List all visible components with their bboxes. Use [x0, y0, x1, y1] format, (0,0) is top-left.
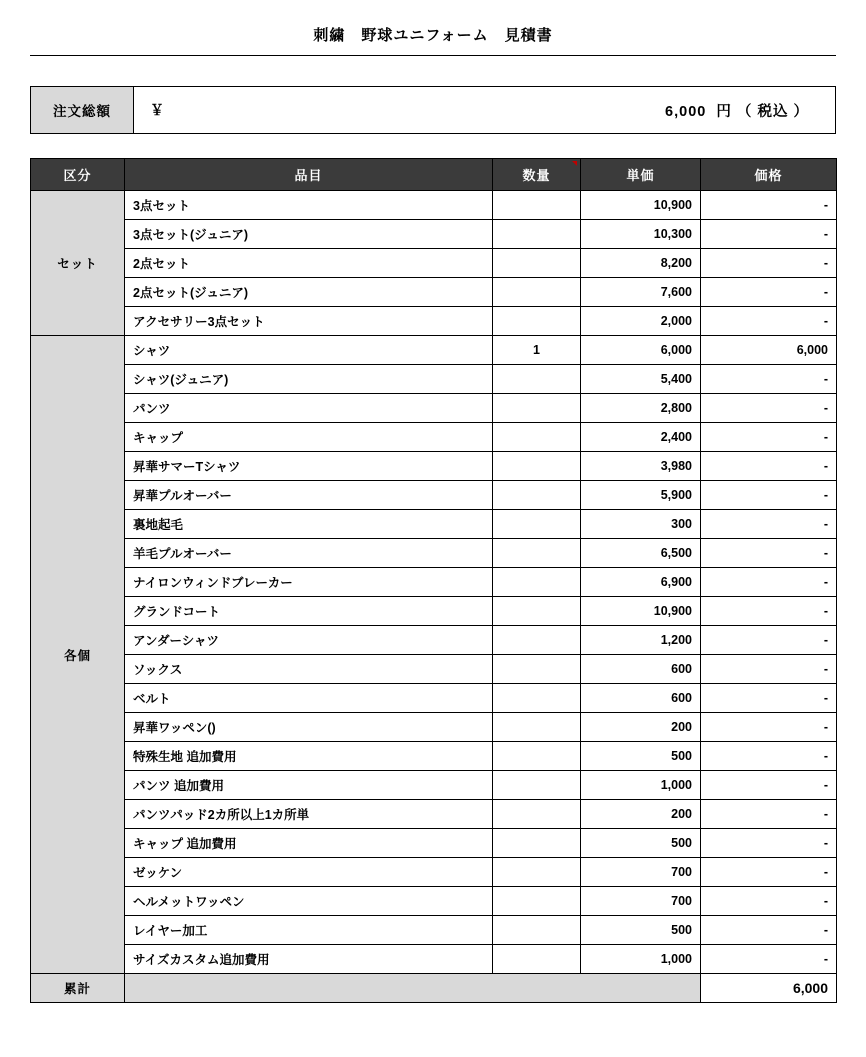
unit-price-cell: 600	[581, 655, 701, 684]
item-name-cell: 2点セット(ジュニア)	[125, 278, 493, 307]
item-name-cell: 昇華ワッペン()	[125, 713, 493, 742]
header-kubun: 区分	[31, 159, 125, 191]
table-row	[31, 887, 837, 916]
header-suryo-label: 数量	[522, 168, 551, 183]
table-row	[31, 771, 837, 800]
unit-price-cell: 6,500	[581, 539, 701, 568]
table-row	[31, 191, 837, 220]
quantity-input-cell[interactable]	[493, 278, 581, 307]
item-name-cell: シャツ(ジュニア)	[125, 365, 493, 394]
items-table	[30, 158, 837, 1003]
item-name-cell: 特殊生地 追加費用	[125, 742, 493, 771]
grand-total-spacer	[125, 974, 701, 1003]
item-name-cell: ゼッケン	[125, 858, 493, 887]
quantity-input-cell[interactable]	[493, 742, 581, 771]
item-name-cell: ソックス	[125, 655, 493, 684]
item-name-cell: 3点セット	[125, 191, 493, 220]
quantity-input-cell[interactable]	[493, 539, 581, 568]
grand-total-value: 6,000	[701, 974, 837, 1003]
quantity-input-cell[interactable]	[493, 365, 581, 394]
unit-price-cell: 10,900	[581, 191, 701, 220]
price-cell: -	[701, 597, 837, 626]
grand-total-label: 累計	[31, 974, 125, 1003]
table-row	[31, 713, 837, 742]
table-row	[31, 394, 837, 423]
unit-price-cell: 600	[581, 684, 701, 713]
grand-total-row	[31, 974, 837, 1003]
comment-marker-icon	[572, 161, 577, 166]
quantity-input-cell[interactable]	[493, 510, 581, 539]
price-cell: -	[701, 423, 837, 452]
item-name-cell: アンダーシャツ	[125, 626, 493, 655]
table-row	[31, 220, 837, 249]
order-total-value-cell	[134, 87, 836, 134]
price-cell: -	[701, 626, 837, 655]
order-total-table	[30, 86, 836, 134]
table-row	[31, 626, 837, 655]
item-name-cell: 裏地起毛	[125, 510, 493, 539]
quantity-input-cell[interactable]	[493, 191, 581, 220]
table-row	[31, 452, 837, 481]
unit-price-cell: 1,000	[581, 945, 701, 974]
items-table-head	[31, 159, 837, 191]
quantity-input-cell[interactable]	[493, 423, 581, 452]
items-section	[30, 158, 836, 1003]
price-cell: -	[701, 713, 837, 742]
price-cell: -	[701, 220, 837, 249]
quantity-input-cell[interactable]	[493, 916, 581, 945]
quantity-input-cell[interactable]: 1	[493, 336, 581, 365]
table-row	[31, 307, 837, 336]
header-tanka: 単価	[581, 159, 701, 191]
items-table-body	[31, 191, 837, 1003]
quantity-input-cell[interactable]	[493, 945, 581, 974]
price-cell: -	[701, 742, 837, 771]
unit-price-cell: 200	[581, 800, 701, 829]
price-cell: -	[701, 829, 837, 858]
quantity-input-cell[interactable]	[493, 713, 581, 742]
price-cell: -	[701, 249, 837, 278]
table-row	[31, 510, 837, 539]
table-row	[31, 539, 837, 568]
price-cell: -	[701, 655, 837, 684]
unit-price-cell: 2,000	[581, 307, 701, 336]
item-name-cell: パンツパッド2カ所以上1カ所単	[125, 800, 493, 829]
price-cell: 6,000	[701, 336, 837, 365]
price-cell: -	[701, 568, 837, 597]
unit-price-cell: 6,000	[581, 336, 701, 365]
unit-price-cell: 500	[581, 742, 701, 771]
unit-price-cell: 500	[581, 829, 701, 858]
order-total-amount	[150, 100, 809, 121]
unit-price-cell: 1,200	[581, 626, 701, 655]
price-cell: -	[701, 916, 837, 945]
table-row	[31, 916, 837, 945]
item-name-cell: ナイロンウィンドブレーカー	[125, 568, 493, 597]
price-cell: -	[701, 800, 837, 829]
table-row	[31, 945, 837, 974]
price-cell: -	[701, 452, 837, 481]
item-name-cell: ベルト	[125, 684, 493, 713]
unit-price-cell: 700	[581, 858, 701, 887]
group-label-1: セット	[31, 191, 125, 336]
table-row	[31, 481, 837, 510]
table-row	[31, 742, 837, 771]
order-total-suffix: 円 （ 税込 ）	[716, 103, 809, 120]
table-row	[31, 655, 837, 684]
item-name-cell: 昇華サマーTシャツ	[125, 452, 493, 481]
quantity-input-cell[interactable]	[493, 829, 581, 858]
quantity-input-cell[interactable]	[493, 655, 581, 684]
unit-price-cell: 2,400	[581, 423, 701, 452]
unit-price-cell: 200	[581, 713, 701, 742]
quantity-input-cell[interactable]	[493, 800, 581, 829]
quantity-input-cell[interactable]	[493, 481, 581, 510]
quantity-input-cell[interactable]	[493, 307, 581, 336]
price-cell: -	[701, 684, 837, 713]
quantity-input-cell[interactable]	[493, 887, 581, 916]
item-name-cell: シャツ	[125, 336, 493, 365]
items-header-row	[31, 159, 837, 191]
unit-price-cell: 5,400	[581, 365, 701, 394]
quantity-input-cell[interactable]	[493, 626, 581, 655]
order-total-row	[31, 87, 836, 134]
unit-price-cell: 700	[581, 887, 701, 916]
item-name-cell: 昇華プルオーバー	[125, 481, 493, 510]
item-name-cell: ヘルメットワッペン	[125, 887, 493, 916]
group-label-2: 各個	[31, 336, 125, 974]
quantity-input-cell[interactable]	[493, 597, 581, 626]
item-name-cell: サイズカスタム追加費用	[125, 945, 493, 974]
price-cell: -	[701, 307, 837, 336]
price-cell: -	[701, 481, 837, 510]
quantity-input-cell[interactable]	[493, 568, 581, 597]
table-row	[31, 336, 837, 365]
quantity-input-cell[interactable]	[493, 394, 581, 423]
table-row	[31, 568, 837, 597]
order-total-number: 6,000	[665, 103, 707, 120]
page-title: 刺繍 野球ユニフォーム 見積書	[313, 27, 553, 44]
header-hinmoku: 品目	[125, 159, 493, 191]
item-name-cell: 3点セット(ジュニア)	[125, 220, 493, 249]
unit-price-cell: 3,980	[581, 452, 701, 481]
unit-price-cell: 2,800	[581, 394, 701, 423]
table-row	[31, 365, 837, 394]
quantity-input-cell[interactable]	[493, 771, 581, 800]
item-name-cell: アクセサリー3点セット	[125, 307, 493, 336]
price-cell: -	[701, 510, 837, 539]
quantity-input-cell[interactable]	[493, 684, 581, 713]
price-cell: -	[701, 887, 837, 916]
item-name-cell: グランドコート	[125, 597, 493, 626]
item-name-cell: レイヤー加工	[125, 916, 493, 945]
item-name-cell: キャップ	[125, 423, 493, 452]
currency-symbol: ￥	[150, 102, 164, 118]
table-row	[31, 597, 837, 626]
table-row	[31, 858, 837, 887]
price-cell: -	[701, 394, 837, 423]
item-name-cell: パンツ	[125, 394, 493, 423]
unit-price-cell: 5,900	[581, 481, 701, 510]
unit-price-cell: 8,200	[581, 249, 701, 278]
header-kakaku: 価格	[701, 159, 837, 191]
quantity-input-cell[interactable]	[493, 220, 581, 249]
unit-price-cell: 300	[581, 510, 701, 539]
table-row	[31, 684, 837, 713]
item-name-cell: キャップ 追加費用	[125, 829, 493, 858]
quantity-input-cell[interactable]	[493, 249, 581, 278]
price-cell: -	[701, 945, 837, 974]
table-row	[31, 829, 837, 858]
item-name-cell: 羊毛プルオーバー	[125, 539, 493, 568]
price-cell: -	[701, 858, 837, 887]
item-name-cell: パンツ 追加費用	[125, 771, 493, 800]
price-cell: -	[701, 278, 837, 307]
table-row	[31, 249, 837, 278]
header-suryo	[493, 159, 581, 191]
title-divider	[30, 55, 836, 56]
price-cell: -	[701, 191, 837, 220]
table-row	[31, 278, 837, 307]
unit-price-cell: 7,600	[581, 278, 701, 307]
unit-price-cell: 10,900	[581, 597, 701, 626]
price-cell: -	[701, 771, 837, 800]
unit-price-cell: 6,900	[581, 568, 701, 597]
unit-price-cell: 10,300	[581, 220, 701, 249]
quantity-input-cell[interactable]	[493, 858, 581, 887]
item-name-cell: 2点セット	[125, 249, 493, 278]
table-row	[31, 423, 837, 452]
unit-price-cell: 500	[581, 916, 701, 945]
order-total-section	[30, 86, 836, 134]
quantity-input-cell[interactable]	[493, 452, 581, 481]
price-cell: -	[701, 365, 837, 394]
price-cell: -	[701, 539, 837, 568]
order-total-label: 注文総額	[31, 87, 134, 134]
unit-price-cell: 1,000	[581, 771, 701, 800]
table-row	[31, 800, 837, 829]
